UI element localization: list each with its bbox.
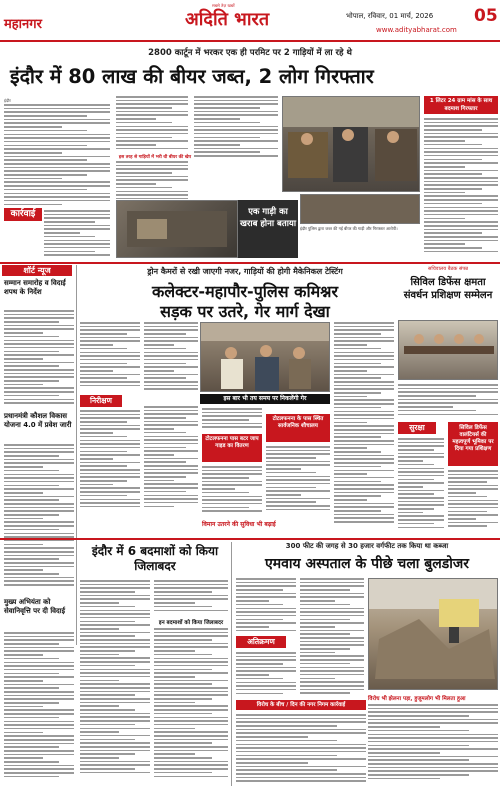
top-strap: 2800 कार्टून में भरकर एक ही परमिट पर 2 गाड़ियों में ला रहे थे [148, 48, 352, 58]
bottom-right-sub: विरोध भी झेलना पड़ा, हुजूमलोग भी मिलता हुआ [368, 696, 466, 702]
second-strap: ड्रोन कैमरों से रखी जाएगी नजर, गाड़ियों की होगी मैकेनिकल टेस्टिंग [147, 267, 343, 276]
brand-logo [185, 7, 269, 31]
second-body-col4 [266, 446, 330, 518]
bottom-left-sub: इन बदमाशों को किया जिलाबदर [158, 620, 224, 626]
lead-photo-truck [116, 200, 238, 258]
short-news-item2-title: प्रधानमंत्री कौशल विकास योजना 4.0 में प्रवेश जारी [4, 412, 72, 429]
bottom-right-strap: 300 फीट की जगह से 30 हजार वर्गफीट तक किया था कब्जा [285, 542, 449, 550]
second-body-col2 [144, 322, 198, 394]
lead-photo [282, 96, 420, 192]
right-mid-body-c [448, 470, 498, 534]
bottom-right-body-col2 [300, 578, 364, 698]
second-photo [200, 322, 330, 392]
second-body-col3b [202, 466, 262, 518]
sidebar-top-heading: 1 लिटर 24 ग्राम मांस के साथ बदमाश गिरफ्तार [424, 96, 498, 114]
bottom-right-body-col3 [236, 714, 366, 786]
website-url[interactable]: www.adityabharat.com [376, 26, 457, 34]
lead-photo-crates [300, 194, 420, 224]
lead-body-col1b [44, 210, 110, 260]
section-label: महानगर [4, 17, 42, 32]
right-mid-box: सिविल डिफेंस वालंटियर्स की महत्वपूर्ण भूमिका पर दिया गया प्रशिक्षण [448, 422, 498, 466]
bottom-right-label: अतिक्रमण [236, 636, 286, 648]
lead-subhead: इस तरह से गाड़ियों में भरी थी बीयर की खेप [118, 155, 192, 160]
second-label: निरीक्षण [80, 395, 122, 407]
second-body-col1b [80, 410, 140, 516]
masthead-tagline: सबसे तेज़ खबरें [212, 3, 235, 8]
short-news-item1-body [4, 310, 74, 410]
second-headline-line1: कलेक्टर-महापौर-पुलिस कमिश्नर [151, 282, 339, 301]
bottom-left-headline: इंदौर में 6 बदमाशों को किया जिलाबदर [91, 544, 219, 573]
second-headline-line2: सड़क पर उतरे, गेर मार्ग देखा [160, 302, 330, 321]
right-mid-headline: सिविल डिफेंस क्षमता संवर्धन प्रशिक्षण सम्मेलन [403, 277, 493, 301]
second-photo-caption: इस बार भी तय समय पर निकलेंगी गेर [200, 394, 330, 404]
short-news-item3-title: मुख्य अभियंता को सेवानिवृत्ति पर दी विदाई [4, 598, 66, 615]
second-box2: टोटलफनना के पास स्थित सार्वजनिक शौचालय [266, 414, 330, 442]
left-col-divider [76, 265, 77, 645]
masthead [0, 0, 500, 42]
short-news-item2-body [4, 444, 74, 594]
bottom-left-body-col1 [80, 580, 150, 786]
right-mid-photo [398, 320, 498, 380]
lead-callout: एक गाड़ी का खराब होना बताया [238, 200, 298, 258]
bottom-left-body-col2 [154, 580, 228, 614]
lead-caption: इंदौर पुलिस द्वारा जब्त की गई बीयर की गाड़ी और गिरफ्तार आरोपी। [300, 226, 398, 231]
lead-body-col3 [194, 96, 278, 162]
second-body-col5 [334, 322, 394, 532]
second-body-col3 [202, 408, 262, 432]
lead-location: इंदौर [4, 98, 11, 103]
short-news-item3-body [4, 632, 74, 786]
h-divider-1 [0, 262, 500, 264]
lead-body-col2 [116, 96, 188, 152]
bottom-right-headline: एमवाय अस्पताल के पीछे चला बुलडोजर [264, 556, 470, 572]
sidebar-top-body [424, 118, 498, 258]
lead-body-col2b [116, 161, 188, 203]
right-mid-kicker: सचिवालय बैठक संपन्न [427, 266, 469, 272]
bottom-col-divider [231, 542, 232, 786]
bottom-right-photo-caption: विरोध के बीच / दिन की नगर निगम कार्रवाई [236, 700, 366, 710]
lead-label: कार्रवाई [4, 208, 42, 221]
lead-body-col1 [4, 104, 110, 208]
second-body-col2b [144, 406, 198, 516]
brand-name: अदिति भारत [185, 9, 270, 30]
bottom-left-body-col2b [154, 628, 228, 786]
bottom-right-body-col4 [368, 704, 498, 786]
dateline: भोपाल, रविवार, 01 मार्च, 2026 [346, 12, 434, 20]
bottom-right-body-col1b [236, 652, 296, 698]
page-number: 05 [474, 6, 498, 26]
right-mid-label: सुरक्षा [398, 422, 436, 434]
short-news-item1-title: सम्मान समारोह व विदाई शपथ के निर्देश [4, 279, 66, 296]
h-divider-2 [0, 538, 500, 540]
right-mid-body [398, 384, 498, 420]
second-body-col1 [80, 322, 140, 392]
lead-headline: इंदौर में 80 लाख की बीयर जब्त, 2 लोग गिरफ्तार [10, 65, 374, 88]
second-box3: विमान उतरने की सुविधा भी बढ़ाई [202, 521, 276, 528]
bottom-right-body-col1 [236, 578, 296, 634]
right-mid-body-b [398, 438, 444, 538]
bottom-right-photo [368, 578, 498, 690]
short-news-banner: शॉर्ट न्यूज [2, 265, 72, 276]
second-box1: टोटलफनना पास बटर जाप गाइड का वितरण [202, 434, 262, 462]
lead-photo-image [283, 97, 420, 192]
